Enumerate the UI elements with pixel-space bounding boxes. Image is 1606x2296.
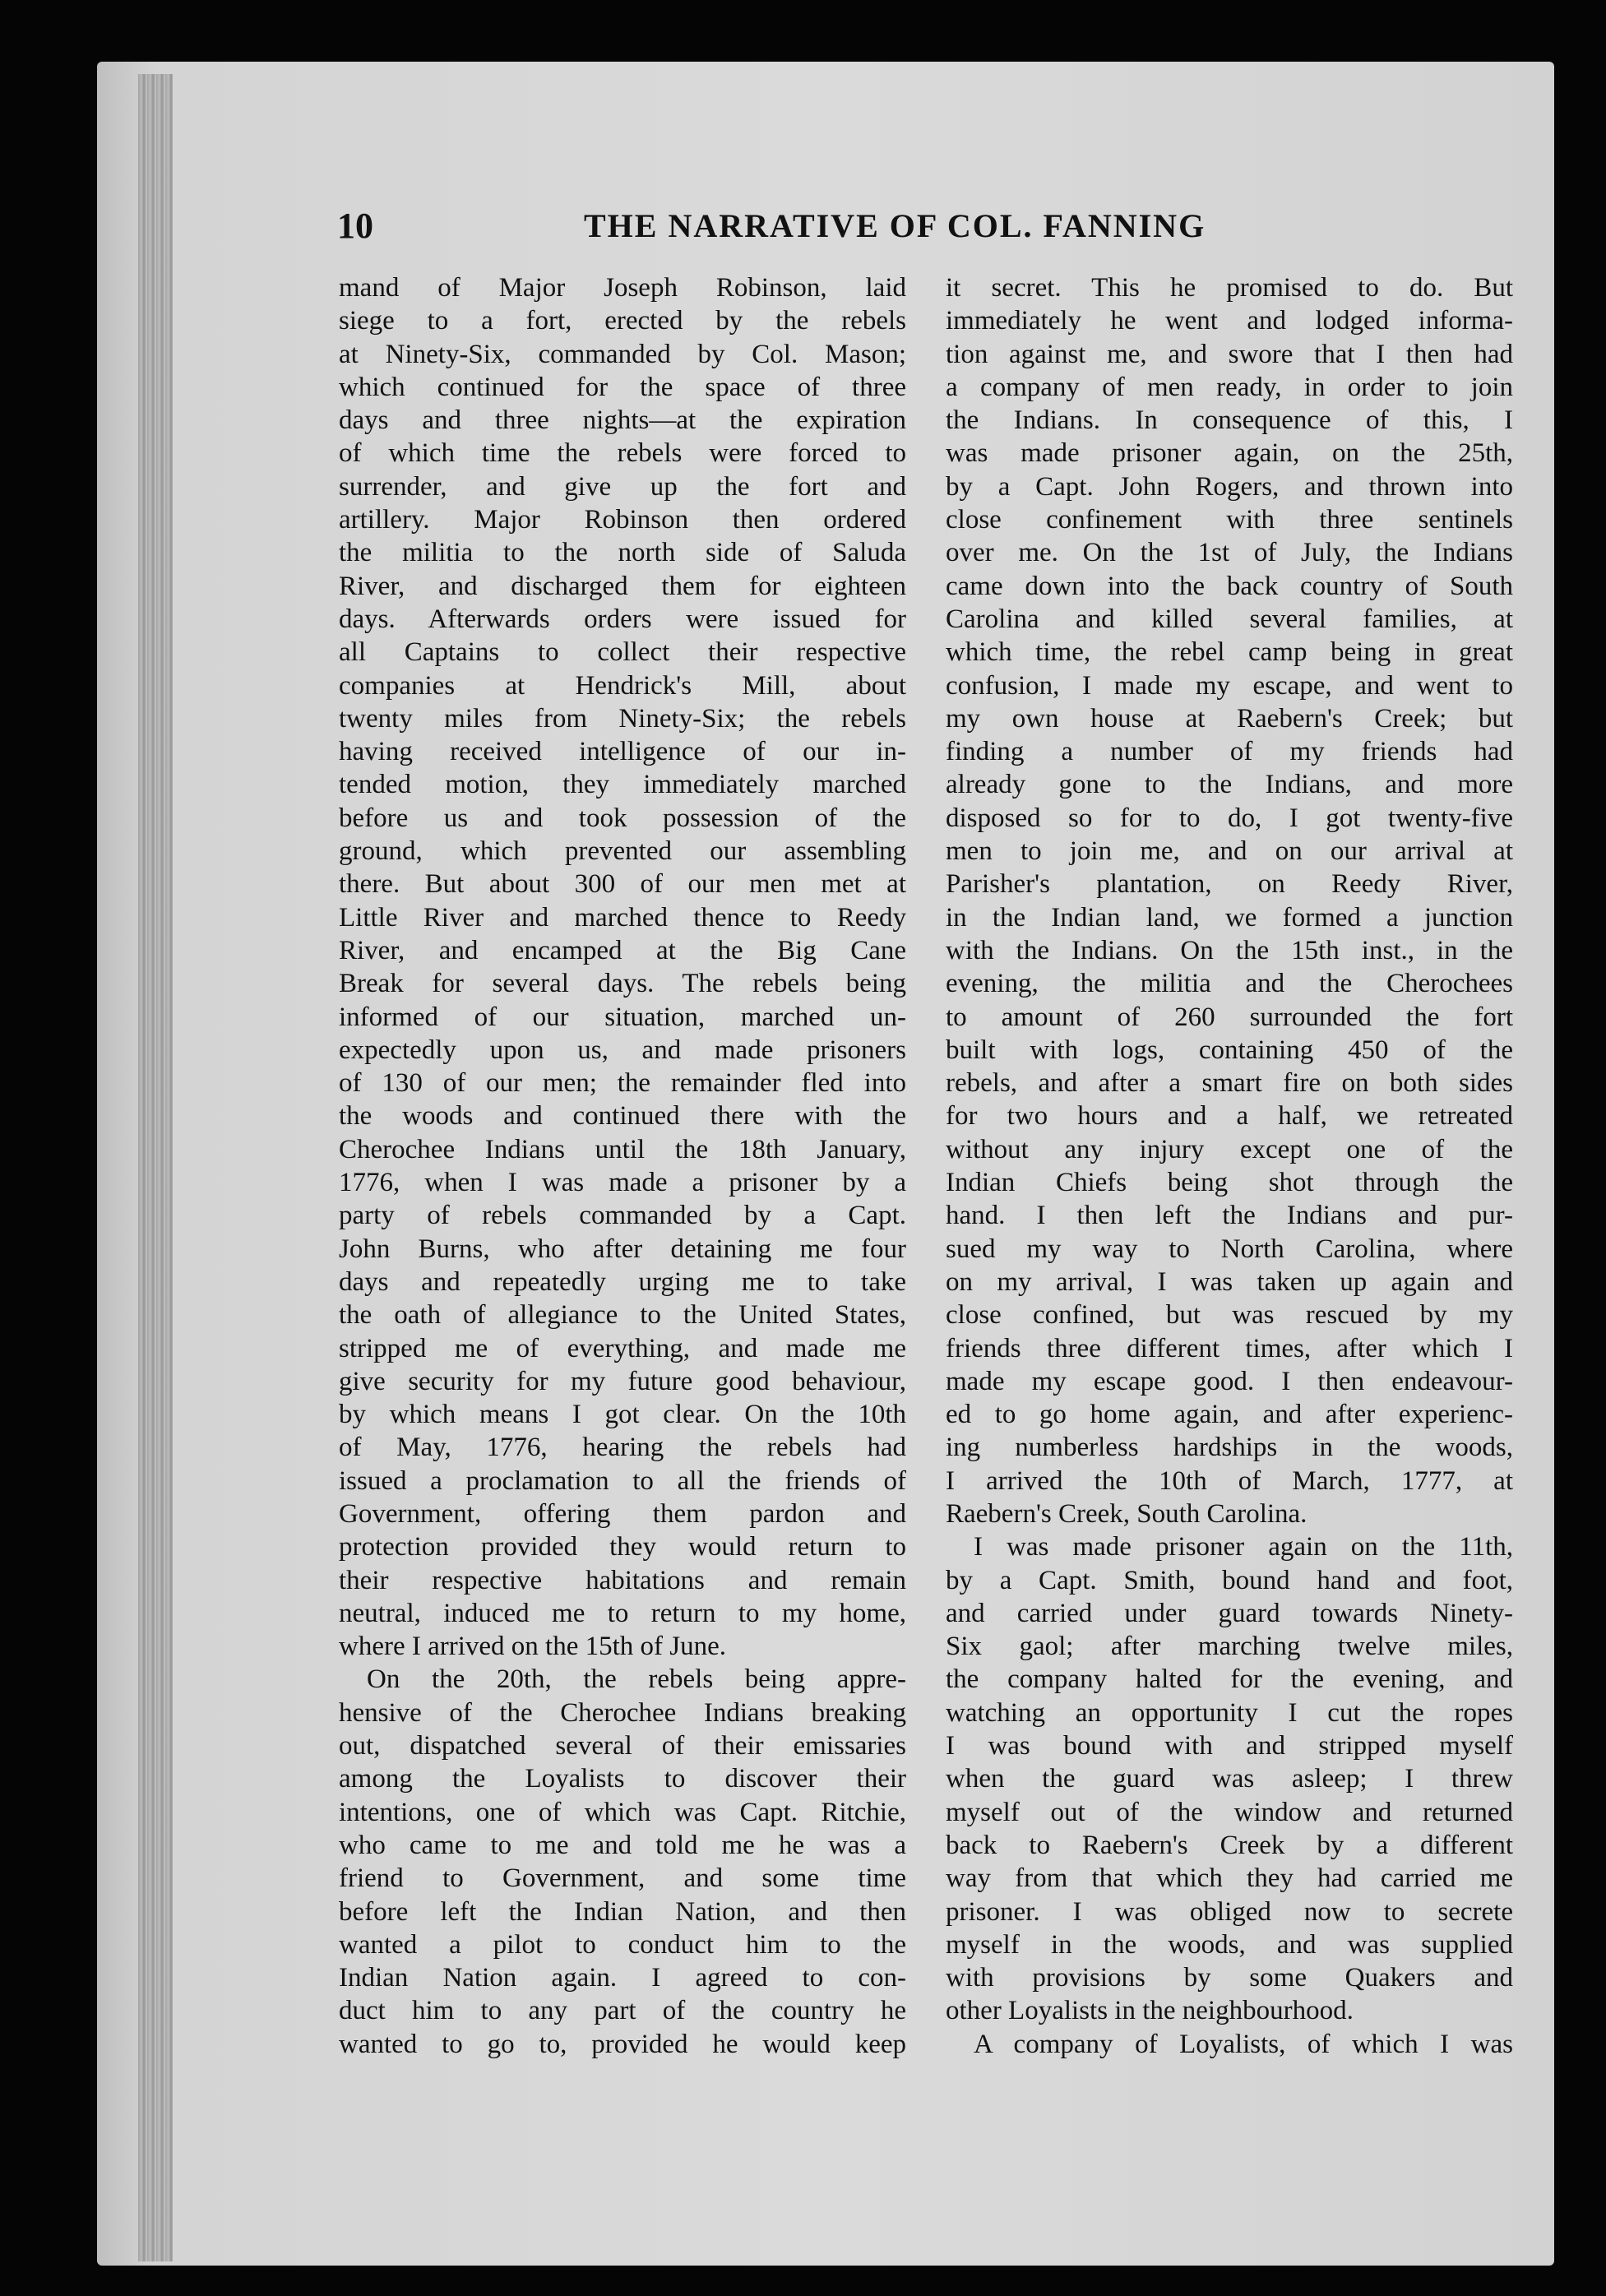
text-line: informed of our situation, marched un- [339, 1002, 906, 1032]
text-line: days and repeatedly urging me to take [339, 1266, 906, 1297]
text-line: party of rebels commanded by a Capt. [339, 1201, 906, 1231]
text-line: duct him to any part of the country he [339, 1996, 906, 2026]
text-line: by a Capt. Smith, bound hand and foot, [946, 1565, 1513, 1595]
text-line: in the Indian land, we formed a junction [946, 902, 1513, 933]
text-line: Indian Nation again. I agreed to con- [339, 1963, 906, 1993]
text-line: hensive of the Cherochee Indians breaking [339, 1697, 906, 1728]
text-line: came down into the back country of South [946, 571, 1513, 601]
text-line: by a Capt. John Rogers, and thrown into [946, 471, 1513, 502]
text-line: where I arrived on the 15th of June. [339, 1632, 727, 1662]
text-line: siege to a fort, erected by the rebels [339, 306, 906, 336]
text-line: ed to go home again, and after experienc- [946, 1400, 1513, 1430]
text-line: Carolina and killed several families, at [946, 604, 1513, 634]
text-line: artillery. Major Robinson then ordered [339, 505, 906, 535]
text-line: tended motion, they immediately marched [339, 770, 906, 800]
text-line: to amount of 260 surrounded the fort [946, 1002, 1513, 1032]
text-line: my own house at Raebern's Creek; but [946, 703, 1513, 734]
text-line: wanted to go to, provided he would keep [339, 2029, 906, 2059]
text-line: Government, offering them pardon and [339, 1498, 906, 1529]
text-line: ground, which prevented our assembling [339, 836, 906, 867]
text-line: wanted a pilot to conduct him to the [339, 1929, 906, 1960]
text-line: by which means I got clear. On the 10th [339, 1400, 906, 1430]
text-line: ing numberless hardships in the woods, [946, 1433, 1513, 1463]
text-line: the Indians. In consequence of this, I [946, 405, 1513, 436]
text-line: already gone to the Indians, and more [946, 770, 1513, 800]
text-line: among the Loyalists to discover their [339, 1764, 906, 1794]
text-line: friend to Government, and some time [339, 1863, 906, 1894]
text-line: finding a number of my friends had [946, 737, 1513, 767]
text-line: close confinement with three sentinels [946, 505, 1513, 535]
text-line: made my escape good. I then endeavour- [946, 1366, 1513, 1396]
text-line: myself in the woods, and was supplied [946, 1929, 1513, 1960]
text-line: Raebern's Creek, South Carolina. [946, 1498, 1307, 1529]
text-line: surrender, and give up the fort and [339, 471, 906, 502]
running-title: THE NARRATIVE OF COL. FANNING [584, 207, 1206, 244]
text-line: men to join me, and on our arrival at [946, 836, 1513, 867]
text-line: give security for my future good behaviour, [339, 1366, 906, 1396]
text-line: with the Indians. On the 15th inst., in the [946, 935, 1513, 965]
text-line: Cherochee Indians until the 18th January, [339, 1134, 906, 1164]
text-line: prisoner. I was obliged now to secrete [946, 1896, 1513, 1927]
text-line: without any injury except one of the [946, 1134, 1513, 1164]
text-line: before us and took possession of the [339, 803, 906, 833]
text-line: expectedly upon us, and made prisoners [339, 1035, 906, 1065]
text-line: mand of Major Joseph Robinson, laid [339, 273, 906, 303]
text-line: at Ninety-Six, commanded by Col. Mason; [339, 339, 906, 369]
text-line: it secret. This he promised to do. But [946, 273, 1513, 303]
text-line: over me. On the 1st of July, the Indians [946, 538, 1513, 568]
text-line: there. But about 300 of our men met at [339, 869, 906, 900]
text-line: on my arrival, I was taken up again and [946, 1266, 1513, 1297]
text-line: myself out of the window and returned [946, 1797, 1513, 1827]
text-line: I was made prisoner again on the 11th, [974, 1532, 1513, 1562]
text-line: intentions, one of which was Capt. Ritchie, [339, 1797, 906, 1827]
text-line: Parisher's plantation, on Reedy River, [946, 869, 1513, 900]
text-line: 1776, when I was made a prisoner by a [339, 1168, 906, 1198]
text-line: way from that which they had carried me [946, 1863, 1513, 1894]
text-line: days and three nights—at the expiration [339, 405, 906, 436]
page-header [337, 197, 1258, 255]
page-number: 10 [337, 206, 373, 246]
text-line: out, dispatched several of their emissaries [339, 1731, 906, 1761]
text-line: all Captains to collect their respective [339, 637, 906, 668]
text-line: the oath of allegiance to the United States, [339, 1300, 906, 1331]
text-line: close confined, but was rescued by my [946, 1300, 1513, 1331]
text-line: when the guard was asleep; I threw [946, 1764, 1513, 1794]
text-line: of May, 1776, hearing the rebels had [339, 1433, 906, 1463]
text-line: was made prisoner again, on the 25th, [946, 438, 1513, 469]
text-line: confusion, I made my escape, and went to [946, 670, 1513, 701]
text-line: of 130 of our men; the remainder fled into [339, 1068, 906, 1099]
text-line: River, and discharged them for eighteen [339, 571, 906, 601]
text-line: built with logs, containing 450 of the [946, 1035, 1513, 1065]
text-line: rebels, and after a smart fire on both sides [946, 1068, 1513, 1099]
page-binding-edge [138, 74, 173, 2261]
text-line: Break for several days. The rebels being [339, 969, 906, 999]
text-line: stripped me of everything, and made me [339, 1333, 906, 1363]
text-line: twenty miles from Ninety-Six; the rebels [339, 703, 906, 734]
text-line: companies at Hendrick's Mill, about [339, 670, 906, 701]
text-line: who came to me and told me he was a [339, 1830, 906, 1860]
text-line: the woods and continued there with the [339, 1101, 906, 1132]
text-line: having received intelligence of our in- [339, 737, 906, 767]
text-line: which continued for the space of three [339, 372, 906, 402]
text-line: Indian Chiefs being shot through the [946, 1168, 1513, 1198]
text-line: which time, the rebel camp being in great [946, 637, 1513, 668]
text-line: for two hours and a half, we retreated [946, 1101, 1513, 1132]
text-line: sued my way to North Carolina, where [946, 1234, 1513, 1264]
text-line: neutral, induced me to return to my home, [339, 1598, 906, 1628]
text-line: immediately he went and lodged informa- [946, 306, 1513, 336]
text-line: friends three different times, after which I [946, 1333, 1513, 1363]
text-line: the militia to the north side of Saluda [339, 538, 906, 568]
text-line: back to Raebern's Creek by a different [946, 1830, 1513, 1860]
text-line: and carried under guard towards Ninety- [946, 1598, 1513, 1628]
text-line: of which time the rebels were forced to [339, 438, 906, 469]
text-line: their respective habitations and remain [339, 1565, 906, 1595]
text-line: days. Afterwards orders were issued for [339, 604, 906, 634]
text-line: I was bound with and stripped myself [946, 1731, 1513, 1761]
text-line: issued a proclamation to all the friends of [339, 1465, 906, 1496]
text-line: other Loyalists in the neighbourhood. [946, 1996, 1354, 2026]
text-line: evening, the militia and the Cherochees [946, 969, 1513, 999]
text-line: with provisions by some Quakers and [946, 1963, 1513, 1993]
text-line: watching an opportunity I cut the ropes [946, 1697, 1513, 1728]
text-line: River, and encamped at the Big Cane [339, 935, 906, 965]
text-line: I arrived the 10th of March, 1777, at [946, 1465, 1513, 1496]
text-line: On the 20th, the rebels being appre- [367, 1664, 906, 1695]
text-line: Little River and marched thence to Reedy [339, 902, 906, 933]
text-line: the company halted for the evening, and [946, 1664, 1513, 1695]
text-line: a company of men ready, in order to join [946, 372, 1513, 402]
text-column-right [946, 271, 1513, 2061]
text-line: disposed so for to do, I got twenty-five [946, 803, 1513, 833]
text-line: before left the Indian Nation, and then [339, 1896, 906, 1927]
text-line: protection provided they would return to [339, 1532, 906, 1562]
text-line: Six gaol; after marching twelve miles, [946, 1632, 1513, 1662]
text-line: tion against me, and swore that I then had [946, 339, 1513, 369]
text-line: John Burns, who after detaining me four [339, 1234, 906, 1264]
text-line: A company of Loyalists, of which I was [974, 2029, 1513, 2059]
text-column-left [339, 271, 906, 2061]
text-line: hand. I then left the Indians and pur- [946, 1201, 1513, 1231]
